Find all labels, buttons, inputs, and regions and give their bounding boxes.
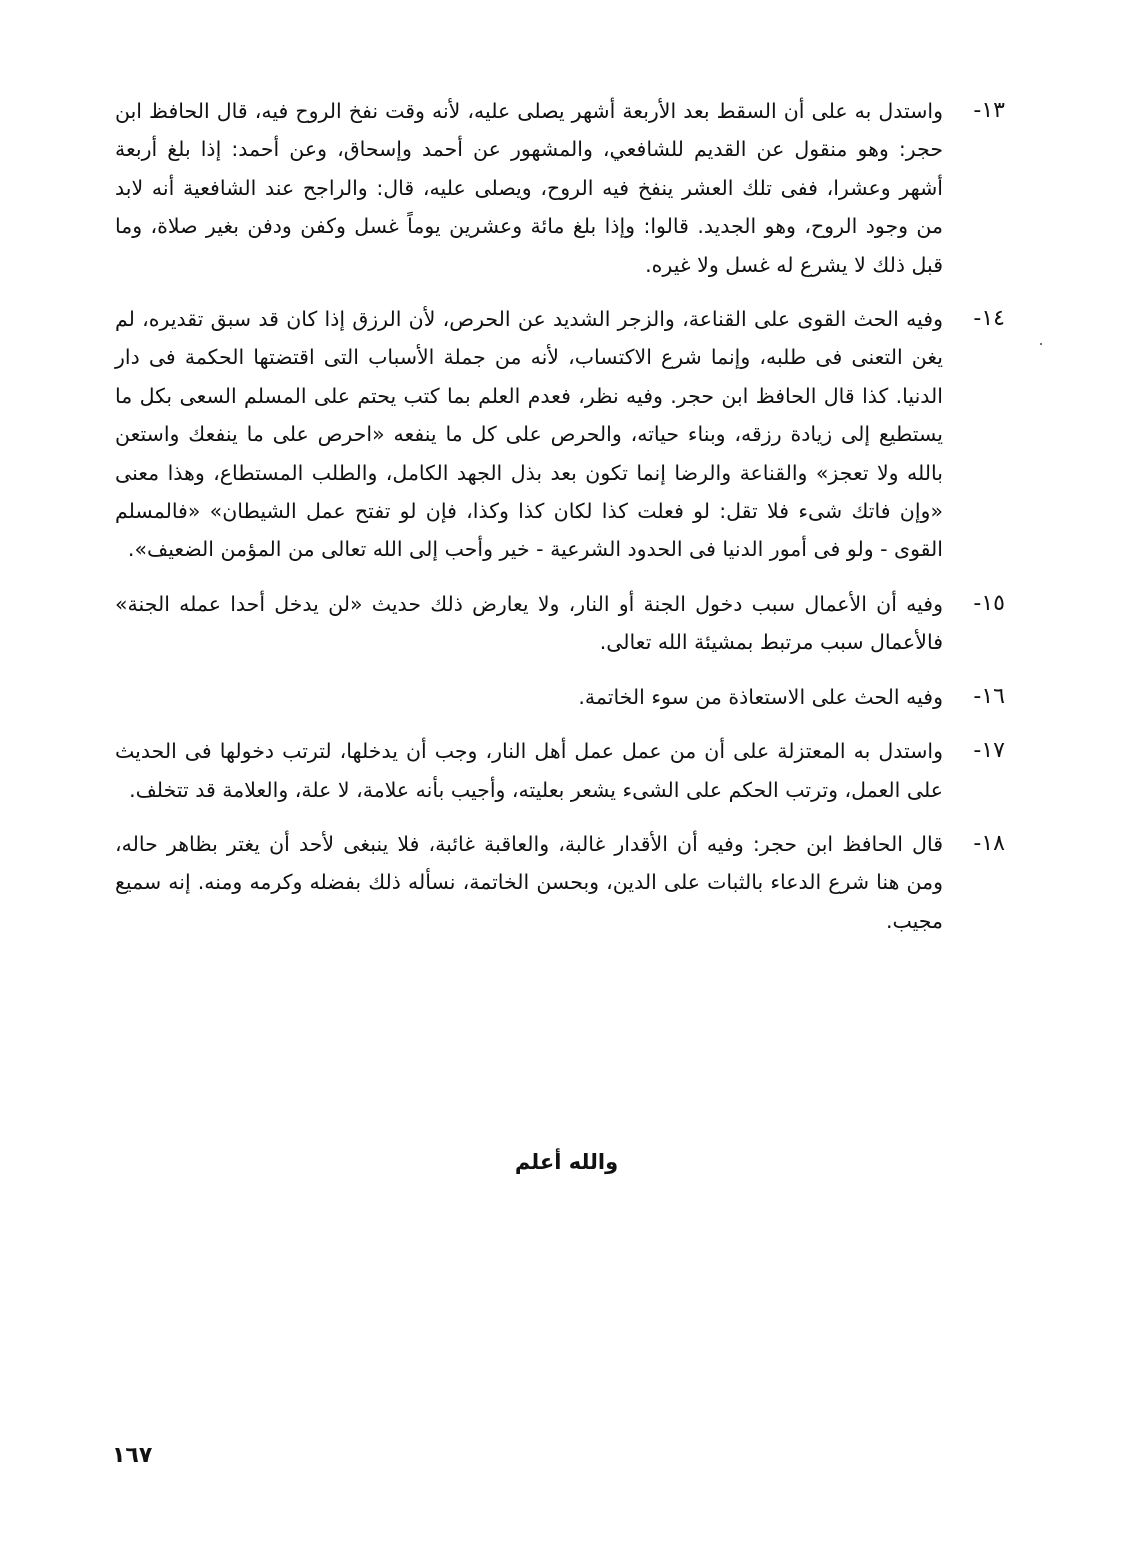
- item-number: ١٨-: [973, 830, 1005, 856]
- item-text: قال الحافظ ابن حجر: وفيه أن الأقدار غالبة، والعاقبة غائبة، فلا ينبغى لأحد أن يغتر بظاهر حاله، ومن هنا شرع الدعاء بالثبات على الدين، وبحسن الخاتمة، نسأله ذلك بفضله وكرمه ومنه. إنه سميع مجيب.: [115, 831, 943, 933]
- item-number: ١٣-: [973, 98, 1005, 123]
- item-text: واستدل به على أن السقط بعد الأربعة أشهر يصلى عليه، لأنه وقت نفخ الروح فيه، قال الحافظ ابن حجر: وهو منقول عن القديم للشافعي، والمشهور عن أحمد وإسحاق، وعن أحمد: إذا بلغ أربعة أشهر وعشرا، ففى تلك العشر ينفخ فيه الروح، ويصلى عليه، قال: والراجح عند الشافعية أنه لابد من وجود الروح، وهو الجديد. قالوا: وإذا بلغ مائة وعشرين يوماً غسل وكفن ودفن بغير صلاة، وما قبل ذلك لا يشرع له غسل ولا غيره.: [115, 99, 943, 277]
- page-number: ١٦٧: [112, 1443, 153, 1468]
- list-item: [115, 825, 1005, 940]
- item-text: وفيه الحث على الاستعاذة من سوء الخاتمة.: [578, 684, 943, 709]
- list-item: [115, 732, 1005, 809]
- list-item: [115, 678, 1005, 716]
- closing-phrase: والله أعلم: [514, 1150, 619, 1174]
- item-number: ١٤-: [973, 306, 1005, 332]
- item-text: واستدل به المعتزلة على أن من عمل عمل أهل النار، وجب أن يدخلها، لترتب دخولها فى الحديث على العمل، وترتب الحكم على الشىء يشعر بعليته، وأجيب بأنه علامة، لا علة، والعلامة قد تتخلف.: [115, 739, 943, 802]
- commentary-list: [115, 92, 1005, 956]
- margin-speck: [1040, 343, 1042, 345]
- item-number: ١٥-: [973, 590, 1005, 616]
- list-item: [115, 92, 1005, 284]
- list-item: [115, 585, 1005, 662]
- item-text: وفيه أن الأعمال سبب دخول الجنة أو النار، ولا يعارض ذلك حديث «لن يدخل أحدا عمله الجنة» فالأعمال سبب مرتبط بمشيئة الله تعالى.: [115, 591, 943, 655]
- item-text: وفيه الحث القوى على القناعة، والزجر الشديد عن الحرص، لأن الرزق إذا كان قد سبق تقديره، لم يغن التعنى فى طلبه، وإنما شرع الاكتساب، لأنه من جملة الأسباب التى اقتضتها الحكمة فى دار الدنيا. كذا قال الحافظ ابن حجر. وفيه نظر، فعدم العلم بما كتب يحتم على المسلم السعى بكل ما يستطيع إلى زيادة رزقه، وبناء حياته، والحرص على كل ما ينفعه «احرص على ما ينفعك واستعن بالله ولا تعجز» والقناعة والرضا إنما تكون بعد بذل الجهد الكامل، والطلب المستطاع، وهذا معنى «وإن فاتك شىء فلا تقل: لو فعلت كذا لكان كذا وكذا، فإن لو تفتح عمل الشيطان» «فالمسلم القوى - ولو فى أمور الدنيا فى الحدود الشرعية - خير وأحب إلى الله تعالى من المؤمن الضعيف».: [115, 307, 943, 562]
- item-number: ١٦-: [973, 683, 1005, 709]
- item-number: ١٧-: [973, 738, 1005, 764]
- list-item: [115, 300, 1005, 569]
